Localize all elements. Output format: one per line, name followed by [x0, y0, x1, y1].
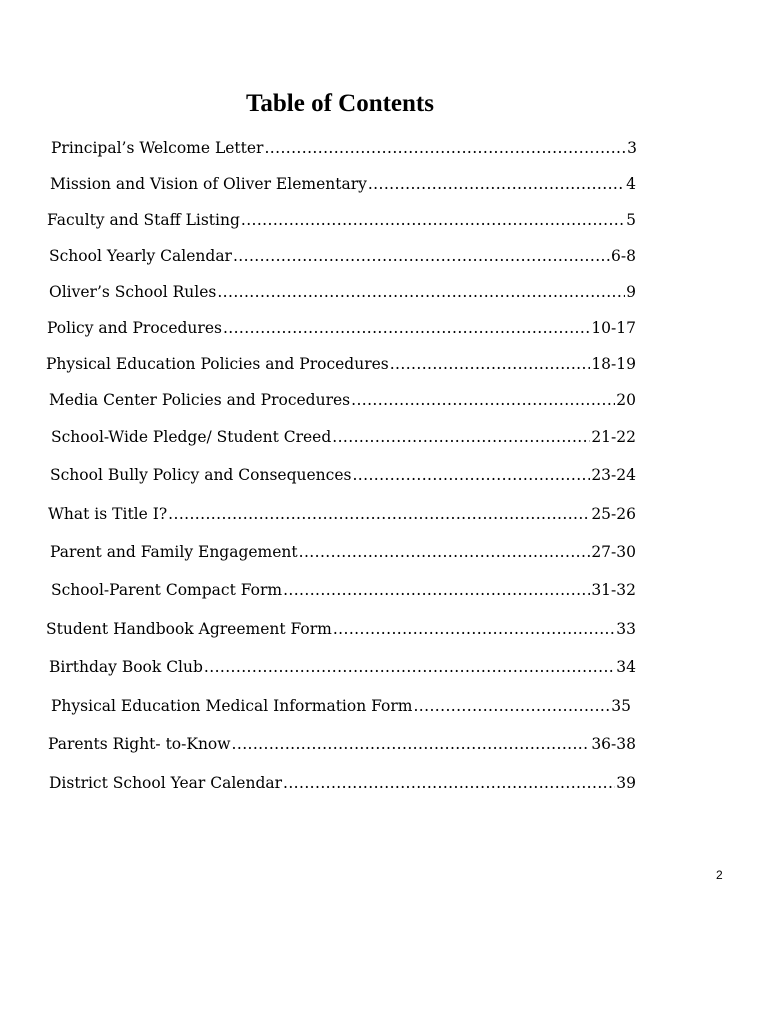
toc-entry-page: 6-8 [611, 247, 636, 265]
toc-entry-page: 10-17 [591, 319, 636, 337]
dot-leader [299, 540, 591, 564]
toc-entry-label: School-Wide Pledge/ Student Creed [51, 428, 332, 446]
dot-leader [264, 136, 626, 160]
toc-entry [46, 617, 636, 641]
toc-entry-label: Physical Education Medical Information Form [51, 697, 413, 715]
toc-entry-page: 3 [627, 139, 637, 157]
dot-leader [390, 352, 591, 376]
dot-leader [351, 388, 615, 412]
dot-leader [204, 655, 615, 679]
toc-entry [50, 463, 636, 487]
toc-entry-page: 5 [626, 211, 636, 229]
toc-entry [51, 425, 636, 449]
dot-leader [223, 316, 590, 340]
toc-entry [47, 208, 636, 232]
toc-entry-label: Student Handbook Agreement Form [46, 620, 332, 638]
dot-leader [241, 208, 625, 232]
toc-entry-label: Parents Right- to-Know [48, 735, 231, 753]
dot-leader [283, 771, 615, 795]
dot-leader [233, 244, 610, 268]
toc-entry [48, 732, 636, 756]
toc-entry-label: School Yearly Calendar [49, 247, 232, 265]
dot-leader [413, 694, 610, 718]
toc-entry-page: 23-24 [591, 466, 636, 484]
toc-entry-label: Physical Education Policies and Procedures [46, 355, 389, 373]
toc-entry-page: 31-32 [591, 581, 636, 599]
dot-leader [283, 578, 590, 602]
dot-leader [168, 502, 590, 526]
toc-entry [47, 316, 636, 340]
toc-entry [50, 172, 636, 196]
dot-leader [217, 280, 625, 304]
toc-entry [48, 502, 636, 526]
toc-entry [49, 655, 636, 679]
toc-entry-label: School-Parent Compact Form [51, 581, 283, 599]
toc-entry-label: Birthday Book Club [49, 658, 203, 676]
toc-entry [51, 136, 637, 160]
dot-leader [232, 732, 591, 756]
toc-entry-label: School Bully Policy and Consequences [50, 466, 352, 484]
toc-entry-label: Principal’s Welcome Letter [51, 139, 264, 157]
toc-entry [49, 280, 636, 304]
dot-leader [352, 463, 590, 487]
toc-entry [50, 540, 636, 564]
dot-leader [368, 172, 625, 196]
toc-entry-page: 39 [616, 774, 636, 792]
toc-entry-page: 20 [616, 391, 636, 409]
toc-entry-page: 21-22 [591, 428, 636, 446]
toc-entry-page: 27-30 [591, 543, 636, 561]
toc-entry-page: 34 [616, 658, 636, 676]
toc-entry-page: 18-19 [591, 355, 636, 373]
toc-entry-label: What is Title I? [48, 505, 168, 523]
dot-leader [333, 617, 615, 641]
toc-entry [51, 694, 631, 718]
toc-entry-label: Parent and Family Engagement [50, 543, 298, 561]
toc-title: Table of Contents [246, 90, 434, 117]
toc-entry [46, 352, 636, 376]
toc-entry [49, 771, 636, 795]
toc-entry-page: 36-38 [591, 735, 636, 753]
toc-entry-label: Faculty and Staff Listing [47, 211, 240, 229]
toc-entry-label: District School Year Calendar [49, 774, 283, 792]
toc-entry-label: Media Center Policies and Procedures [49, 391, 351, 409]
toc-entry [51, 578, 636, 602]
toc-entry-label: Oliver’s School Rules [49, 283, 217, 301]
toc-entry-label: Mission and Vision of Oliver Elementary [50, 175, 367, 193]
toc-entry [49, 244, 636, 268]
toc-entry [49, 388, 636, 412]
toc-entry-page: 4 [626, 175, 636, 193]
dot-leader [332, 425, 590, 449]
toc-entry-page: 35 [611, 697, 631, 715]
toc-entry-label: Policy and Procedures [47, 319, 222, 337]
toc-entry-page: 33 [616, 620, 636, 638]
toc-entry-page: 25-26 [591, 505, 636, 523]
toc-entry-page: 9 [626, 283, 636, 301]
page-number: 2 [716, 868, 723, 882]
